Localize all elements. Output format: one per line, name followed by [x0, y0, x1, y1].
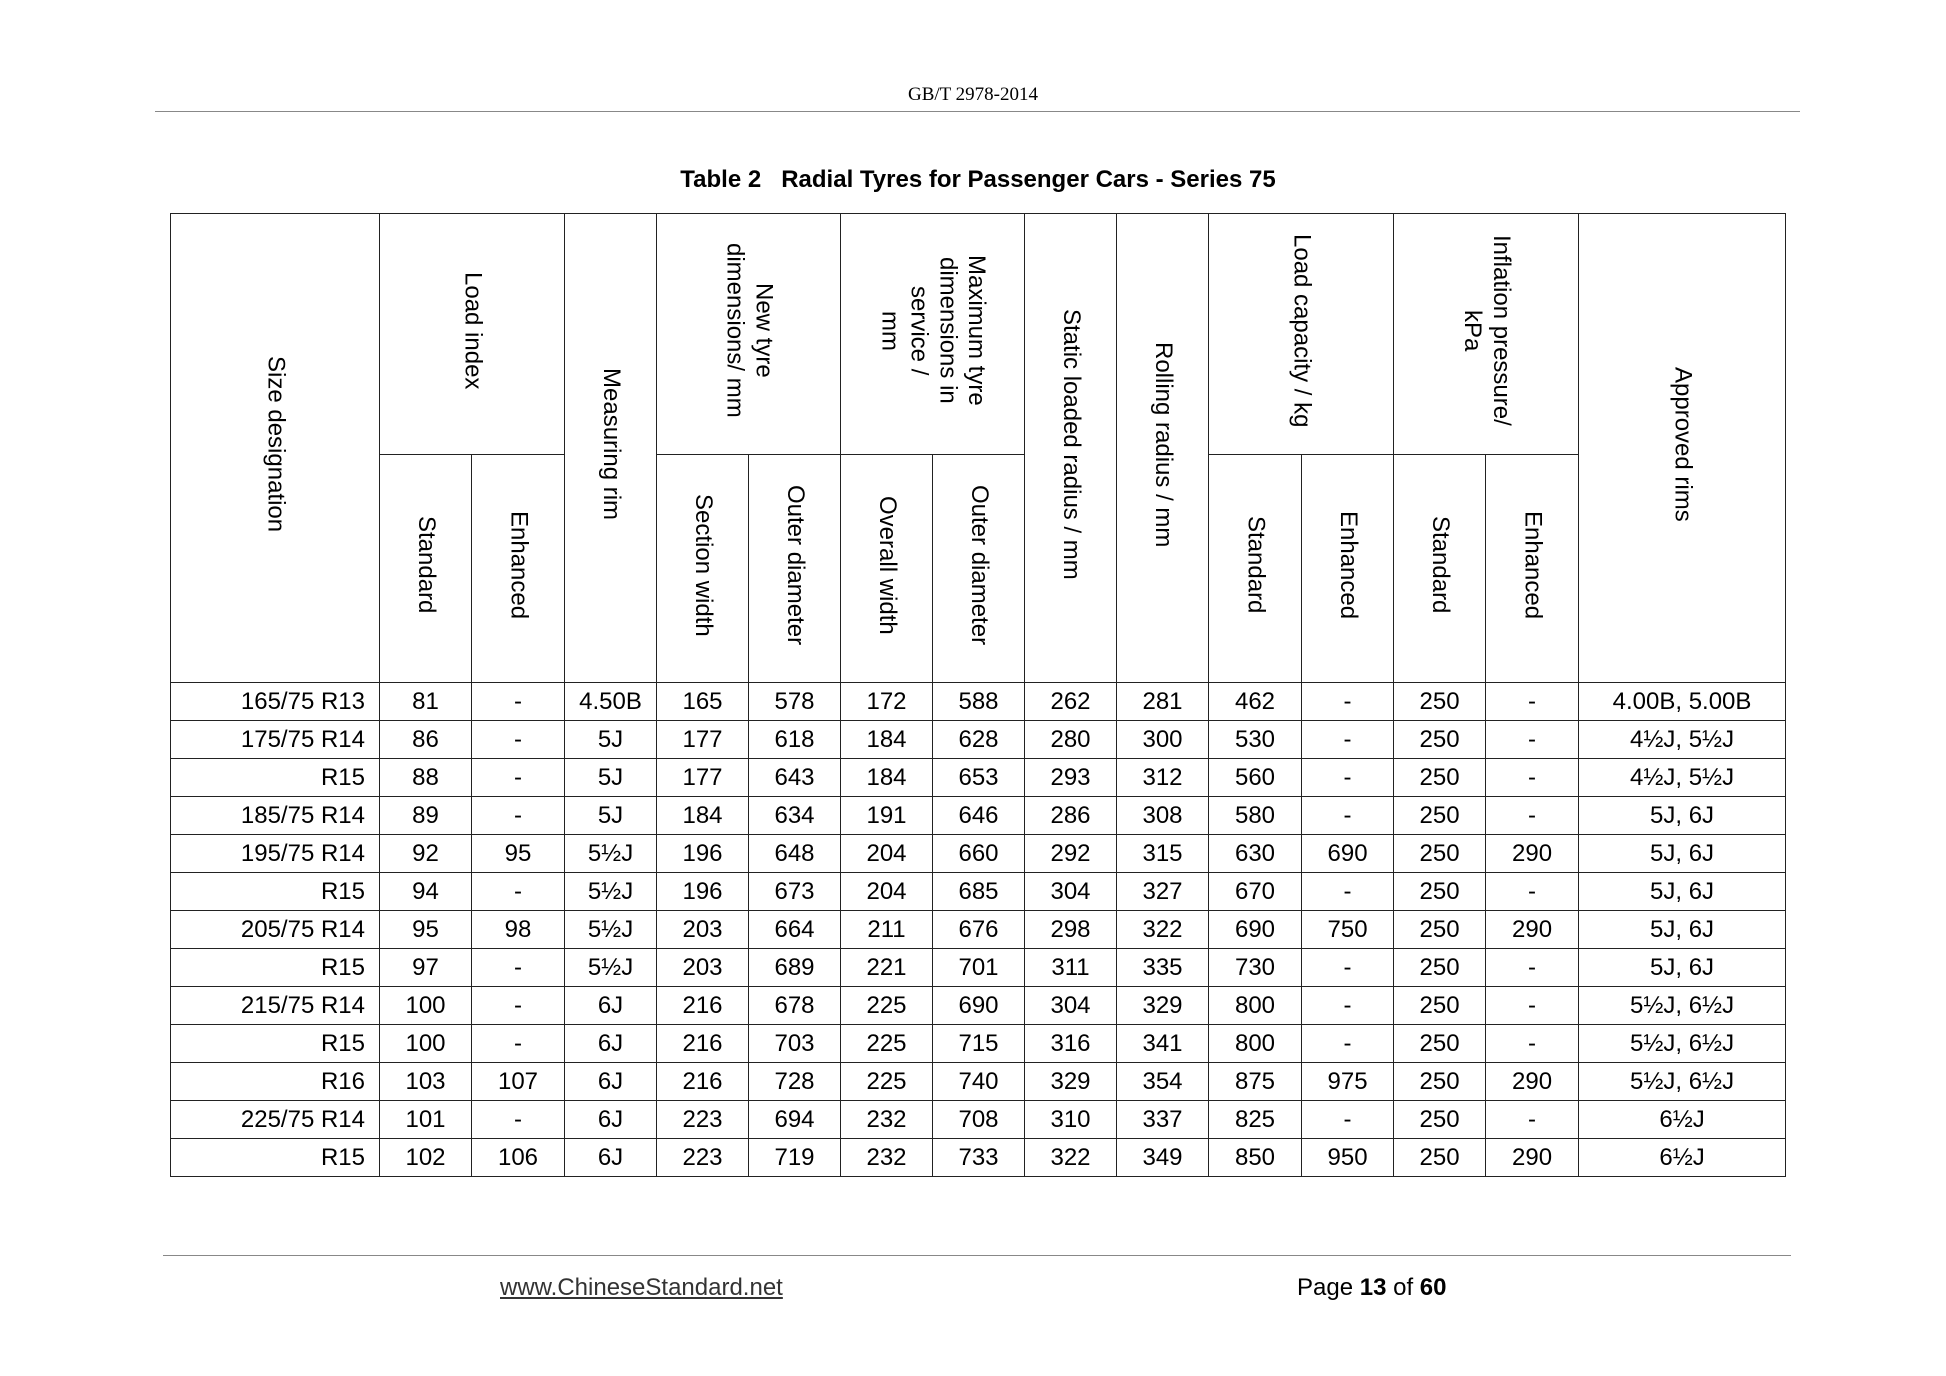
header-text: Load capacity / kg — [1288, 233, 1316, 428]
table-cell: - — [472, 873, 565, 911]
table-row — [171, 797, 1786, 835]
table-cell: - — [472, 797, 565, 835]
table-cell: - — [1486, 987, 1579, 1025]
table-cell: 708 — [933, 1101, 1025, 1139]
table-cell: 280 — [1025, 721, 1117, 759]
table-cell: 103 — [380, 1063, 472, 1101]
table-cell: 101 — [380, 1101, 472, 1139]
table-cell: 250 — [1394, 797, 1486, 835]
table-cell: 216 — [657, 1025, 749, 1063]
table-cell: 6J — [565, 1139, 657, 1177]
table-cell: 250 — [1394, 1139, 1486, 1177]
table-cell: 329 — [1117, 987, 1209, 1025]
table-cell: R15 — [171, 873, 380, 911]
table-caption: Radial Tyres for Passenger Cars - Series 75 — [781, 166, 1276, 193]
table-cell: 560 — [1209, 759, 1302, 797]
sub-outer-diameter: Outer diameter — [749, 455, 841, 683]
table-cell: 204 — [841, 873, 933, 911]
col-static-radius — [1025, 214, 1117, 683]
table-cell: 676 — [933, 911, 1025, 949]
table-cell: 250 — [1394, 759, 1486, 797]
page-number: Page 13 of 60 — [1297, 1274, 1447, 1301]
table-cell: 322 — [1025, 1139, 1117, 1177]
header-text: Measuring rim — [597, 368, 625, 521]
table-cell: 250 — [1394, 873, 1486, 911]
table-row — [171, 721, 1786, 759]
table-cell: 6J — [565, 1063, 657, 1101]
table-cell: 97 — [380, 949, 472, 987]
table-cell: - — [1486, 797, 1579, 835]
table-cell: 203 — [657, 911, 749, 949]
header-text: Rolling radius / mm — [1149, 341, 1177, 548]
table-cell: 281 — [1117, 683, 1209, 721]
table-cell: 165 — [657, 683, 749, 721]
table-cell: 322 — [1117, 911, 1209, 949]
table-cell: 4½J, 5½J — [1579, 721, 1786, 759]
table-cell: 211 — [841, 911, 933, 949]
table-cell: 225 — [841, 1025, 933, 1063]
table-cell: 216 — [657, 987, 749, 1025]
table-cell: 225 — [841, 987, 933, 1025]
table-cell: - — [1302, 683, 1394, 721]
table-cell: 250 — [1394, 987, 1486, 1025]
table-cell: 92 — [380, 835, 472, 873]
table-cell: 225 — [841, 1063, 933, 1101]
table-cell: 6½J — [1579, 1101, 1786, 1139]
table-row — [171, 873, 1786, 911]
table-row — [171, 949, 1786, 987]
sub-overall-width: Overall width — [841, 455, 933, 683]
table-cell: 580 — [1209, 797, 1302, 835]
table-cell: 292 — [1025, 835, 1117, 873]
table-cell: 195/75 R14 — [171, 835, 380, 873]
table-cell: 4.00B, 5.00B — [1579, 683, 1786, 721]
table-row — [171, 911, 1786, 949]
table-cell: 5J, 6J — [1579, 873, 1786, 911]
table-cell: - — [1302, 873, 1394, 911]
table-cell: 664 — [749, 911, 841, 949]
header-text: Maximum tyre dimensions in service / mm — [876, 255, 991, 406]
table-cell: 628 — [933, 721, 1025, 759]
table-cell: 311 — [1025, 949, 1117, 987]
sub-enhanced: Enhanced — [1302, 455, 1394, 683]
table-cell: 196 — [657, 835, 749, 873]
table-cell: 689 — [749, 949, 841, 987]
table-cell: 223 — [657, 1139, 749, 1177]
table-cell: 262 — [1025, 683, 1117, 721]
table-cell: 304 — [1025, 873, 1117, 911]
table-cell: 588 — [933, 683, 1025, 721]
table-cell: 102 — [380, 1139, 472, 1177]
table-cell: 6½J — [1579, 1139, 1786, 1177]
header-text: Approved rims — [1669, 367, 1697, 522]
table-cell: 648 — [749, 835, 841, 873]
table-cell: 196 — [657, 873, 749, 911]
table-cell: 177 — [657, 759, 749, 797]
table-row — [171, 1063, 1786, 1101]
header-text: New tyre dimensions/ mm — [721, 243, 778, 418]
table-cell: 6J — [565, 1101, 657, 1139]
col-load-capacity — [1209, 214, 1394, 455]
table-cell: 310 — [1025, 1101, 1117, 1139]
table-cell: 690 — [933, 987, 1025, 1025]
table-row — [171, 759, 1786, 797]
header-divider — [155, 111, 1800, 112]
col-inflation — [1394, 214, 1579, 455]
col-approved-rims — [1579, 214, 1786, 683]
table-cell: 643 — [749, 759, 841, 797]
table-cell: 634 — [749, 797, 841, 835]
sub-standard: Standard — [1209, 455, 1302, 683]
table-cell: 341 — [1117, 1025, 1209, 1063]
table-cell: 184 — [841, 721, 933, 759]
table-cell: - — [1302, 721, 1394, 759]
col-max-dims — [841, 214, 1025, 455]
table-cell: 5½J — [565, 873, 657, 911]
table-cell: 298 — [1025, 911, 1117, 949]
table-cell: 530 — [1209, 721, 1302, 759]
table-cell: 694 — [749, 1101, 841, 1139]
header-text: Static loaded radius / mm — [1057, 309, 1085, 580]
sub-standard: Standard — [380, 455, 472, 683]
table-cell: 293 — [1025, 759, 1117, 797]
table-cell: - — [472, 759, 565, 797]
table-cell: 670 — [1209, 873, 1302, 911]
table-cell: 690 — [1209, 911, 1302, 949]
table-cell: - — [1486, 683, 1579, 721]
table-cell: 335 — [1117, 949, 1209, 987]
table-cell: R15 — [171, 949, 380, 987]
table-cell: 733 — [933, 1139, 1025, 1177]
table-cell: 216 — [657, 1063, 749, 1101]
table-cell: - — [1486, 721, 1579, 759]
table-cell: 185/75 R14 — [171, 797, 380, 835]
table-number: Table 2 — [680, 166, 762, 193]
table-cell: - — [1302, 1101, 1394, 1139]
table-cell: 221 — [841, 949, 933, 987]
table-cell: 88 — [380, 759, 472, 797]
table-cell: 290 — [1486, 1139, 1579, 1177]
tyre-table — [170, 213, 1786, 1177]
table-cell: 715 — [933, 1025, 1025, 1063]
table-cell: 646 — [933, 797, 1025, 835]
table-cell: 750 — [1302, 911, 1394, 949]
table-cell: 250 — [1394, 1063, 1486, 1101]
table-cell: 800 — [1209, 1025, 1302, 1063]
table-cell: 95 — [472, 835, 565, 873]
table-cell: 286 — [1025, 797, 1117, 835]
table-cell: 290 — [1486, 911, 1579, 949]
sub-enhanced: Enhanced — [472, 455, 565, 683]
table-cell: 5J, 6J — [1579, 911, 1786, 949]
table-cell: 678 — [749, 987, 841, 1025]
table-cell: 719 — [749, 1139, 841, 1177]
table-cell: - — [1486, 759, 1579, 797]
col-measuring-rim — [565, 214, 657, 683]
table-cell: 107 — [472, 1063, 565, 1101]
table-cell: - — [472, 949, 565, 987]
table-cell: R16 — [171, 1063, 380, 1101]
table-cell: 5J — [565, 759, 657, 797]
table-cell: 5½J — [565, 911, 657, 949]
table-title — [0, 166, 1946, 194]
table-cell: 250 — [1394, 721, 1486, 759]
table-cell: 5J, 6J — [1579, 835, 1786, 873]
table-cell: 223 — [657, 1101, 749, 1139]
table-cell: - — [1302, 759, 1394, 797]
table-cell: 578 — [749, 683, 841, 721]
table-cell: 5½J, 6½J — [1579, 1025, 1786, 1063]
table-cell: - — [1302, 797, 1394, 835]
table-cell: - — [1302, 949, 1394, 987]
table-cell: 191 — [841, 797, 933, 835]
col-load-index — [380, 214, 565, 455]
table-cell: - — [1302, 987, 1394, 1025]
table-cell: 730 — [1209, 949, 1302, 987]
table-cell: 94 — [380, 873, 472, 911]
table-cell: 250 — [1394, 1025, 1486, 1063]
table-cell: 728 — [749, 1063, 841, 1101]
table-cell: - — [1486, 1101, 1579, 1139]
table-cell: 215/75 R14 — [171, 987, 380, 1025]
table-cell: 81 — [380, 683, 472, 721]
table-cell: 701 — [933, 949, 1025, 987]
table-cell: 290 — [1486, 835, 1579, 873]
table-row — [171, 1025, 1786, 1063]
table-cell: 175/75 R14 — [171, 721, 380, 759]
sub-outer-diameter: Outer diameter — [933, 455, 1025, 683]
table-cell: 337 — [1117, 1101, 1209, 1139]
table-cell: 6J — [565, 1025, 657, 1063]
table-cell: 304 — [1025, 987, 1117, 1025]
table-cell: 100 — [380, 1025, 472, 1063]
table-row — [171, 835, 1786, 873]
table-row — [171, 987, 1786, 1025]
table-cell: 184 — [841, 759, 933, 797]
footer-divider — [163, 1255, 1791, 1256]
table-cell: 184 — [657, 797, 749, 835]
table-cell: 232 — [841, 1139, 933, 1177]
table-cell: 225/75 R14 — [171, 1101, 380, 1139]
table-cell: 172 — [841, 683, 933, 721]
table-cell: 308 — [1117, 797, 1209, 835]
table-cell: 106 — [472, 1139, 565, 1177]
table-cell: - — [1486, 949, 1579, 987]
table-cell: 850 — [1209, 1139, 1302, 1177]
table-row — [171, 1101, 1786, 1139]
website-link[interactable]: www.ChineseStandard.net — [500, 1274, 783, 1301]
table-cell: 4.50B — [565, 683, 657, 721]
document-id: GB/T 2978-2014 — [907, 84, 1038, 105]
table-cell: 5½J, 6½J — [1579, 1063, 1786, 1101]
table-cell: 690 — [1302, 835, 1394, 873]
table-cell: 312 — [1117, 759, 1209, 797]
table-cell: 685 — [933, 873, 1025, 911]
table-cell: 327 — [1117, 873, 1209, 911]
table-cell: 875 — [1209, 1063, 1302, 1101]
table-cell: 5½J — [565, 835, 657, 873]
table-cell: 653 — [933, 759, 1025, 797]
table-cell: 800 — [1209, 987, 1302, 1025]
table-cell: 250 — [1394, 911, 1486, 949]
table-cell: 329 — [1025, 1063, 1117, 1101]
table-cell: R15 — [171, 1139, 380, 1177]
table-body — [171, 683, 1786, 1177]
table-row — [171, 683, 1786, 721]
table-cell: 740 — [933, 1063, 1025, 1101]
table-cell: 975 — [1302, 1063, 1394, 1101]
table-cell: 205/75 R14 — [171, 911, 380, 949]
table-cell: 86 — [380, 721, 472, 759]
table-cell: 950 — [1302, 1139, 1394, 1177]
table-cell: 89 — [380, 797, 472, 835]
table-cell: 618 — [749, 721, 841, 759]
table-cell: 250 — [1394, 683, 1486, 721]
table-cell: 98 — [472, 911, 565, 949]
table-cell: 6J — [565, 987, 657, 1025]
table-cell: 5J, 6J — [1579, 949, 1786, 987]
table-cell: 300 — [1117, 721, 1209, 759]
table-cell: 354 — [1117, 1063, 1209, 1101]
table-cell: 250 — [1394, 835, 1486, 873]
table-cell: 5J — [565, 721, 657, 759]
table-cell: 5½J — [565, 949, 657, 987]
table-cell: 250 — [1394, 949, 1486, 987]
table-cell: 5½J, 6½J — [1579, 987, 1786, 1025]
table-cell: 204 — [841, 835, 933, 873]
sub-enhanced: Enhanced — [1486, 455, 1579, 683]
table-cell: 203 — [657, 949, 749, 987]
table-cell: 232 — [841, 1101, 933, 1139]
header-text: Inflation pressure/ kPa — [1459, 235, 1515, 426]
table-cell: R15 — [171, 1025, 380, 1063]
header-text: Size designation — [262, 356, 290, 533]
table-cell: 630 — [1209, 835, 1302, 873]
table-cell: 5J, 6J — [1579, 797, 1786, 835]
table-cell: 315 — [1117, 835, 1209, 873]
table-cell: 100 — [380, 987, 472, 1025]
table-cell: 660 — [933, 835, 1025, 873]
table-cell: 165/75 R13 — [171, 683, 380, 721]
table-cell: - — [1302, 1025, 1394, 1063]
table-cell: 825 — [1209, 1101, 1302, 1139]
table-cell: - — [1486, 1025, 1579, 1063]
table-cell: - — [1486, 873, 1579, 911]
col-rolling-radius — [1117, 214, 1209, 683]
sub-section-width: Section width — [657, 455, 749, 683]
table-cell: 462 — [1209, 683, 1302, 721]
sub-standard: Standard — [1394, 455, 1486, 683]
table-cell: 290 — [1486, 1063, 1579, 1101]
table-cell: - — [472, 1101, 565, 1139]
table-cell: - — [472, 987, 565, 1025]
col-size — [171, 214, 380, 683]
table-cell: 95 — [380, 911, 472, 949]
table-cell: R15 — [171, 759, 380, 797]
table-row — [171, 1139, 1786, 1177]
header-text: Load index — [459, 271, 487, 390]
table-cell: 5J — [565, 797, 657, 835]
table-cell: 177 — [657, 721, 749, 759]
table-cell: 349 — [1117, 1139, 1209, 1177]
table-cell: 250 — [1394, 1101, 1486, 1139]
table-cell: - — [472, 721, 565, 759]
table-cell: 316 — [1025, 1025, 1117, 1063]
table-cell: - — [472, 1025, 565, 1063]
col-new-dims — [657, 214, 841, 455]
table-cell: 673 — [749, 873, 841, 911]
table-cell: 4½J, 5½J — [1579, 759, 1786, 797]
table-cell: 703 — [749, 1025, 841, 1063]
table-cell: - — [472, 683, 565, 721]
